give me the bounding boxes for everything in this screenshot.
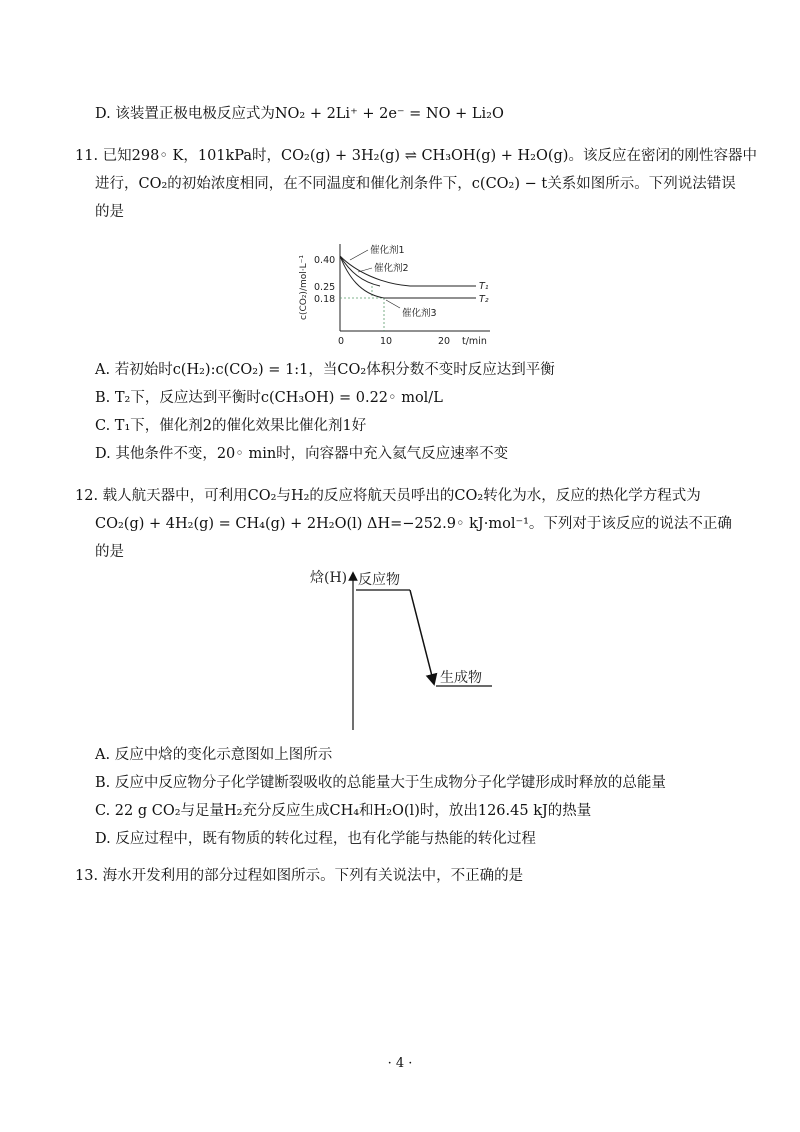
pointer-catalyst-2	[358, 268, 372, 272]
enthalpy-change-arrow	[410, 590, 433, 680]
concentration-time-graph	[290, 238, 530, 358]
q11-stem-line-3: 的是	[95, 204, 124, 220]
page-number: · 4 ·	[387, 1056, 413, 1071]
x-axis-label: t/min	[462, 336, 487, 347]
pointer-catalyst-1	[350, 250, 368, 260]
product-label: 生成物	[440, 670, 482, 686]
label-t2: T₂	[479, 294, 489, 305]
q10-option-d: D. 该装置正极电极反应式为NO₂ + 2Li⁺ + 2e⁻ = NO + Li₂O	[95, 106, 504, 122]
label-catalyst-3: 催化剂3	[402, 308, 437, 319]
label-t1: T₁	[479, 281, 489, 292]
y-tick-018: 0.18	[314, 294, 336, 305]
x-tick-20: 20	[438, 336, 451, 347]
q12-option-a: A. 反应中焓的变化示意图如上图所示	[95, 747, 333, 763]
enthalpy-diagram	[300, 562, 520, 734]
label-catalyst-2: 催化剂2	[374, 263, 409, 274]
y-tick-040: 0.40	[314, 255, 336, 266]
pointer-catalyst-3	[386, 300, 400, 308]
q11-option-a: A. 若初始时c(H₂):c(CO₂) = 1:1，当CO₂体积分数不变时反应达到平衡	[95, 362, 555, 378]
x-tick-10: 10	[380, 336, 393, 347]
q12-stem-line-2: CO₂(g) + 4H₂(g) = CH₄(g) + 2H₂O(l) ΔH=−252.9◦ kJ·mol⁻¹。下列对于该反应的说法不正确	[95, 516, 732, 532]
reactant-label: 反应物	[358, 572, 400, 588]
q12-stem-line-1: 12. 载人航天器中，可利用CO₂与H₂的反应将航天员呼出的CO₂转化为水，反应的热化学方程式为	[75, 488, 701, 504]
q12-option-d: D. 反应过程中，既有物质的转化过程，也有化学能与热能的转化过程	[95, 831, 536, 847]
label-catalyst-1: 催化剂1	[370, 245, 405, 256]
q11-option-c: C. T₁下，催化剂2的催化效果比催化剂1好	[95, 418, 367, 434]
q12-option-c: C. 22 g CO₂与足量H₂充分反应生成CH₄和H₂O(l)时，放出126.45 kJ的热量	[95, 803, 592, 819]
q11-stem-line-2: 进行，CO₂的初始浓度相同，在不同温度和催化剂条件下，c(CO₂) − t关系如图所示。下列说法错误	[95, 176, 736, 192]
q13-stem: 13. 海水开发利用的部分过程如图所示。下列有关说法中，不正确的是	[75, 868, 524, 884]
q12-option-b: B. 反应中反应物分子化学键断裂吸收的总能量大于生成物分子化学键形成时释放的总能量	[95, 775, 666, 791]
y-axis-label: c(CO₂)/mol·L⁻¹	[299, 255, 309, 320]
y-tick-025: 0.25	[314, 282, 336, 293]
x-tick-0: 0	[338, 336, 345, 347]
q11-option-d: D. 其他条件不变，20◦ min时，向容器中充入氦气反应速率不变	[95, 446, 509, 462]
enthalpy-axis-label: 焓(H)	[310, 570, 348, 586]
q11-option-b: B. T₂下，反应达到平衡时c(CH₃OH) = 0.22◦ mol/L	[95, 390, 443, 406]
q12-stem-line-3: 的是	[95, 544, 124, 560]
q11-stem-line-1: 11. 已知298◦ K，101kPa时，CO₂(g) + 3H₂(g) ⇌ CH₃OH(g) + H₂O(g)。该反应在密闭的刚性容器中	[75, 148, 757, 164]
